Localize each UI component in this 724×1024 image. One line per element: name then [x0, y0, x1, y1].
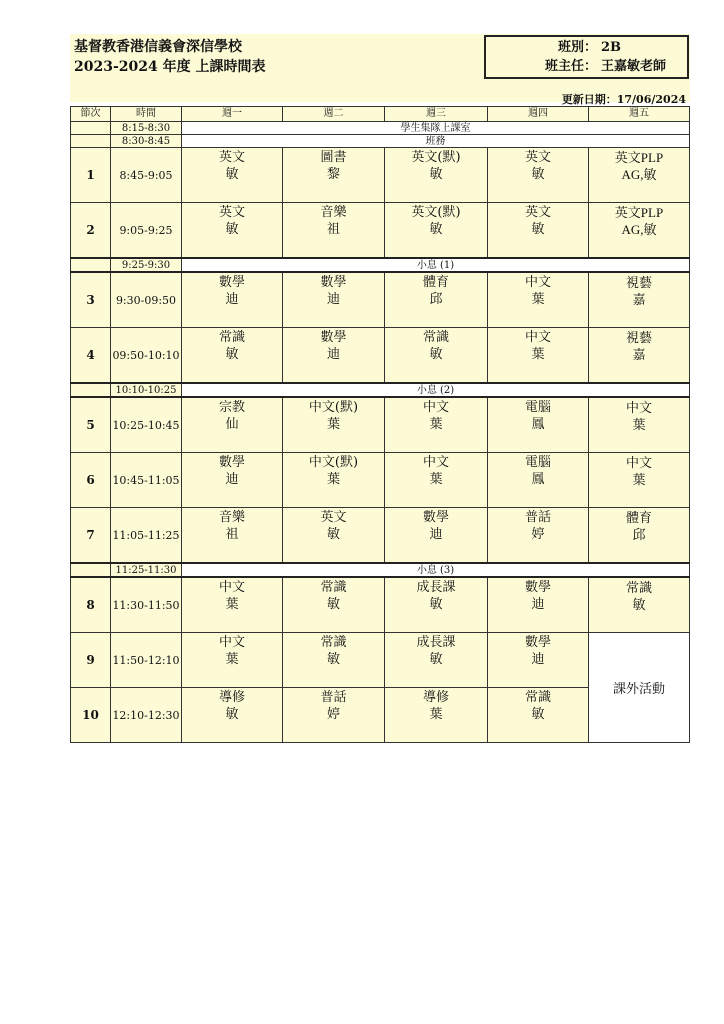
- teacher-name: 敏: [225, 347, 239, 362]
- subject-name: 中文(默): [308, 455, 359, 470]
- period-time: 9:30-09:50: [111, 272, 182, 328]
- lesson-cell: [488, 508, 589, 564]
- recess-2-label: 小息 (2): [182, 383, 690, 397]
- subject-name: 電腦: [524, 455, 551, 470]
- lesson-cell: [385, 508, 488, 564]
- lesson-cell: [283, 328, 385, 384]
- subject-name: 中文: [422, 455, 449, 470]
- lesson-row: [71, 203, 690, 259]
- subject-name: 中文: [218, 580, 245, 595]
- teacher-name: 敏: [326, 597, 340, 612]
- col-header-wed: 週三: [385, 107, 488, 122]
- period-time: 11:30-11:50: [111, 577, 182, 633]
- lesson-row: [71, 508, 690, 564]
- teacher-name: 葉: [429, 707, 443, 722]
- class-line: [486, 38, 687, 57]
- teacher-name: 嘉: [632, 292, 646, 307]
- lesson-row: [71, 148, 690, 203]
- timetable-header: [70, 34, 690, 106]
- lesson-cell: [385, 272, 488, 328]
- lesson-cell: [488, 328, 589, 384]
- period-time: 10:25-10:45: [111, 397, 182, 453]
- subject-name: 常識: [524, 690, 551, 705]
- subject-name: 普話: [320, 690, 347, 705]
- teacher-name: 葉: [429, 472, 443, 487]
- lesson-row: [71, 397, 690, 453]
- timetable: [70, 106, 690, 743]
- lesson-cell: [182, 272, 283, 328]
- teacher-name: 敏: [531, 167, 545, 182]
- lesson-cell: [283, 508, 385, 564]
- teacher-name: 敏: [225, 222, 239, 237]
- subject-name: 英文: [218, 150, 245, 165]
- teacher-name: 敏: [531, 707, 545, 722]
- lesson-cell: [385, 203, 488, 259]
- teacher-name: 敏: [326, 652, 340, 667]
- recess-1-blank: [71, 258, 111, 272]
- lesson-cell: [589, 272, 690, 328]
- lesson-cell: [182, 328, 283, 384]
- recess-2-blank: [71, 383, 111, 397]
- subject-name: 數學: [320, 330, 347, 345]
- lesson-cell: [385, 453, 488, 508]
- teacher-name: 迪: [326, 347, 340, 362]
- teacher-name: 黎: [326, 167, 340, 182]
- subject-name: 音樂: [218, 510, 245, 525]
- lesson-row: [71, 577, 690, 633]
- subject-name: 常識: [320, 580, 347, 595]
- subject-name: 英文(默): [411, 205, 461, 220]
- teacher-name: 迪: [225, 472, 239, 487]
- period-number: 7: [71, 508, 111, 564]
- recess-3-blank: [71, 563, 111, 577]
- lesson-row: [71, 633, 690, 688]
- subject-name: 數學: [524, 580, 551, 595]
- subject-name: 音樂: [320, 205, 347, 220]
- teacher-name: 敏: [429, 652, 443, 667]
- subject-name: 數學: [422, 510, 449, 525]
- col-header-mon: 週一: [182, 107, 283, 122]
- teacher-name: 迪: [225, 292, 239, 307]
- teacher-name: 鳳: [531, 417, 545, 432]
- teacher-name: 葉: [531, 292, 545, 307]
- teacher-name: 葉: [326, 417, 340, 432]
- subject-name: 英文: [218, 205, 245, 220]
- subject-name: 普話: [524, 510, 551, 525]
- lesson-cell: [283, 688, 385, 743]
- lesson-cell: [385, 328, 488, 384]
- col-header-time: 時間: [111, 107, 182, 122]
- subject-name: 數學: [218, 455, 245, 470]
- subject-name: 中文: [524, 330, 551, 345]
- lesson-cell: [283, 397, 385, 453]
- period-number: 8: [71, 577, 111, 633]
- class-admin-blank: [71, 135, 111, 148]
- lesson-cell: [182, 397, 283, 453]
- subject-name: 英文PLP: [614, 205, 664, 220]
- teacher-name: 敏: [326, 527, 340, 542]
- lesson-cell: [182, 148, 283, 203]
- teacher-name: 鳳: [531, 472, 545, 487]
- lesson-row: [71, 453, 690, 508]
- lesson-row: [71, 272, 690, 328]
- lesson-row: [71, 328, 690, 384]
- col-header-fri: 週五: [589, 107, 690, 122]
- lesson-cell: [283, 577, 385, 633]
- subject-name: 英文PLP: [614, 150, 664, 165]
- lesson-cell: [488, 272, 589, 328]
- lesson-cell: [488, 633, 589, 688]
- col-header-thu: 週四: [488, 107, 589, 122]
- teacher-name: 婷: [531, 527, 545, 542]
- subject-name: 英文(默): [411, 150, 461, 165]
- assembly-time: 8:15-8:30: [111, 122, 182, 135]
- subject-name: 成長課: [416, 580, 456, 595]
- assembly-row: [71, 122, 690, 135]
- teacher-line: [486, 57, 687, 76]
- assembly-blank: [71, 122, 111, 135]
- teacher-name: AG,敏: [621, 222, 657, 237]
- lesson-cell: [182, 453, 283, 508]
- subject-name: 導修: [422, 690, 449, 705]
- lesson-cell: [385, 577, 488, 633]
- teacher-name: 敏: [225, 707, 239, 722]
- recess-1-label: 小息 (1): [182, 258, 690, 272]
- lesson-cell: [385, 397, 488, 453]
- lesson-cell: [283, 453, 385, 508]
- teacher-name: 邱: [632, 527, 646, 542]
- teacher-name: 迪: [531, 652, 545, 667]
- subject-name: 常識: [218, 330, 245, 345]
- teacher-name: 仙: [225, 417, 239, 432]
- lesson-cell: [589, 453, 690, 508]
- teacher-name: 敏: [429, 347, 443, 362]
- lesson-cell: [488, 577, 589, 633]
- lesson-cell: [283, 148, 385, 203]
- teacher-name: 婷: [326, 707, 340, 722]
- subject-name: 視藝: [625, 275, 652, 290]
- teacher-name: 葉: [429, 417, 443, 432]
- lesson-cell: [488, 397, 589, 453]
- subject-name: 英文: [524, 150, 551, 165]
- recess-2-time: 10:10-10:25: [111, 383, 182, 397]
- subject-name: 常識: [320, 635, 347, 650]
- subject-name: 中文: [422, 400, 449, 415]
- class-info-box: [484, 35, 689, 79]
- subject-name: 中文: [218, 635, 245, 650]
- subject-name: 數學: [320, 275, 347, 290]
- teacher-name: 敏: [429, 597, 443, 612]
- recess-1-time: 9:25-9:30: [111, 258, 182, 272]
- lesson-cell: [488, 453, 589, 508]
- teacher-name: 邱: [429, 292, 443, 307]
- subject-name: 宗教: [218, 400, 245, 415]
- subject-name: 數學: [218, 275, 245, 290]
- teacher-name: 敏: [225, 167, 239, 182]
- lesson-cell: [182, 203, 283, 259]
- teacher-label: 班主任：: [544, 59, 597, 74]
- lesson-cell: [589, 148, 690, 203]
- lesson-cell: [589, 397, 690, 453]
- teacher-name: AG,敏: [621, 167, 657, 182]
- class-admin-label: 班務: [182, 135, 690, 148]
- lesson-cell: [283, 272, 385, 328]
- subject-name: 體育: [625, 510, 652, 525]
- period-time: 11:50-12:10: [111, 633, 182, 688]
- period-number: 9: [71, 633, 111, 688]
- teacher-name: 迪: [429, 527, 443, 542]
- teacher-name: 敏: [531, 222, 545, 237]
- lesson-cell: [488, 148, 589, 203]
- period-number: 2: [71, 203, 111, 259]
- teacher-name: 葉: [632, 472, 646, 487]
- class-admin-time: 8:30-8:45: [111, 135, 182, 148]
- recess-3-label: 小息 (3): [182, 563, 690, 577]
- period-time: 10:45-11:05: [111, 453, 182, 508]
- subject-name: 常識: [625, 580, 652, 595]
- recess-3-row: [71, 563, 690, 577]
- lesson-cell: [182, 508, 283, 564]
- subject-name: 中文: [625, 400, 652, 415]
- subject-name: 中文: [625, 455, 652, 470]
- period-time: 09:50-10:10: [111, 328, 182, 384]
- teacher-name: 祖: [225, 527, 239, 542]
- lesson-cell: [589, 203, 690, 259]
- period-number: 3: [71, 272, 111, 328]
- teacher-name: 迪: [531, 597, 545, 612]
- updated-date: 更新日期：17/06/2024: [561, 93, 686, 106]
- subject-name: 常識: [422, 330, 449, 345]
- header-row: [71, 107, 690, 122]
- period-number: 10: [71, 688, 111, 743]
- recess-2-row: [71, 383, 690, 397]
- teacher-name: 葉: [225, 652, 239, 667]
- teacher-name: 祖: [326, 222, 340, 237]
- period-number: 5: [71, 397, 111, 453]
- subject-name: 中文(默): [308, 400, 359, 415]
- subject-name: 成長課: [416, 635, 456, 650]
- period-number: 1: [71, 148, 111, 203]
- lesson-cell: [488, 203, 589, 259]
- lesson-cell: [589, 328, 690, 384]
- lesson-cell: [385, 688, 488, 743]
- subject-name: 導修: [218, 690, 245, 705]
- school-name: 基督教香港信義會深信學校: [74, 39, 242, 55]
- subject-name: 數學: [524, 635, 551, 650]
- subject-name: 視藝: [625, 330, 652, 345]
- subject-name: 英文: [320, 510, 347, 525]
- class-value: 2B: [601, 40, 622, 55]
- col-header-period: 節次: [71, 107, 111, 122]
- lesson-cell: [182, 688, 283, 743]
- teacher-name: 敏: [429, 167, 443, 182]
- assembly-label: 學生集隊上課室: [182, 122, 690, 135]
- period-number: 4: [71, 328, 111, 384]
- subject-name: 電腦: [524, 400, 551, 415]
- lesson-cell: [283, 633, 385, 688]
- subject-name: 英文: [524, 205, 551, 220]
- lesson-cell: [385, 633, 488, 688]
- teacher-name: 葉: [531, 347, 545, 362]
- timetable-title: 2023-2024 年度 上課時間表: [74, 59, 266, 75]
- lesson-cell: [283, 203, 385, 259]
- teacher-value: 王嘉敏老師: [601, 59, 667, 74]
- period-time: 9:05-9:25: [111, 203, 182, 259]
- lesson-cell: [385, 148, 488, 203]
- period-number: 6: [71, 453, 111, 508]
- period-time: 11:05-11:25: [111, 508, 182, 564]
- lesson-cell: [488, 688, 589, 743]
- subject-name: 圖書: [320, 150, 347, 165]
- teacher-name: 葉: [326, 472, 340, 487]
- class-label: 班別：: [557, 40, 597, 55]
- teacher-name: 敏: [429, 222, 443, 237]
- teacher-name: 嘉: [632, 347, 646, 362]
- lesson-cell: [589, 577, 690, 633]
- teacher-name: 敏: [632, 597, 646, 612]
- class-admin-row: [71, 135, 690, 148]
- col-header-tue: 週二: [283, 107, 385, 122]
- recess-3-time: 11:25-11:30: [111, 563, 182, 577]
- subject-name: 中文: [524, 275, 551, 290]
- lesson-cell: [589, 508, 690, 564]
- teacher-name: 葉: [632, 417, 646, 432]
- teacher-name: 迪: [326, 292, 340, 307]
- subject-name: 體育: [422, 275, 449, 290]
- lesson-cell: [182, 633, 283, 688]
- period-time: 12:10-12:30: [111, 688, 182, 743]
- lesson-cell: [182, 577, 283, 633]
- recess-1-row: [71, 258, 690, 272]
- period-time: 8:45-9:05: [111, 148, 182, 203]
- teacher-name: 葉: [225, 597, 239, 612]
- extracurricular-cell: 課外活動: [589, 633, 690, 743]
